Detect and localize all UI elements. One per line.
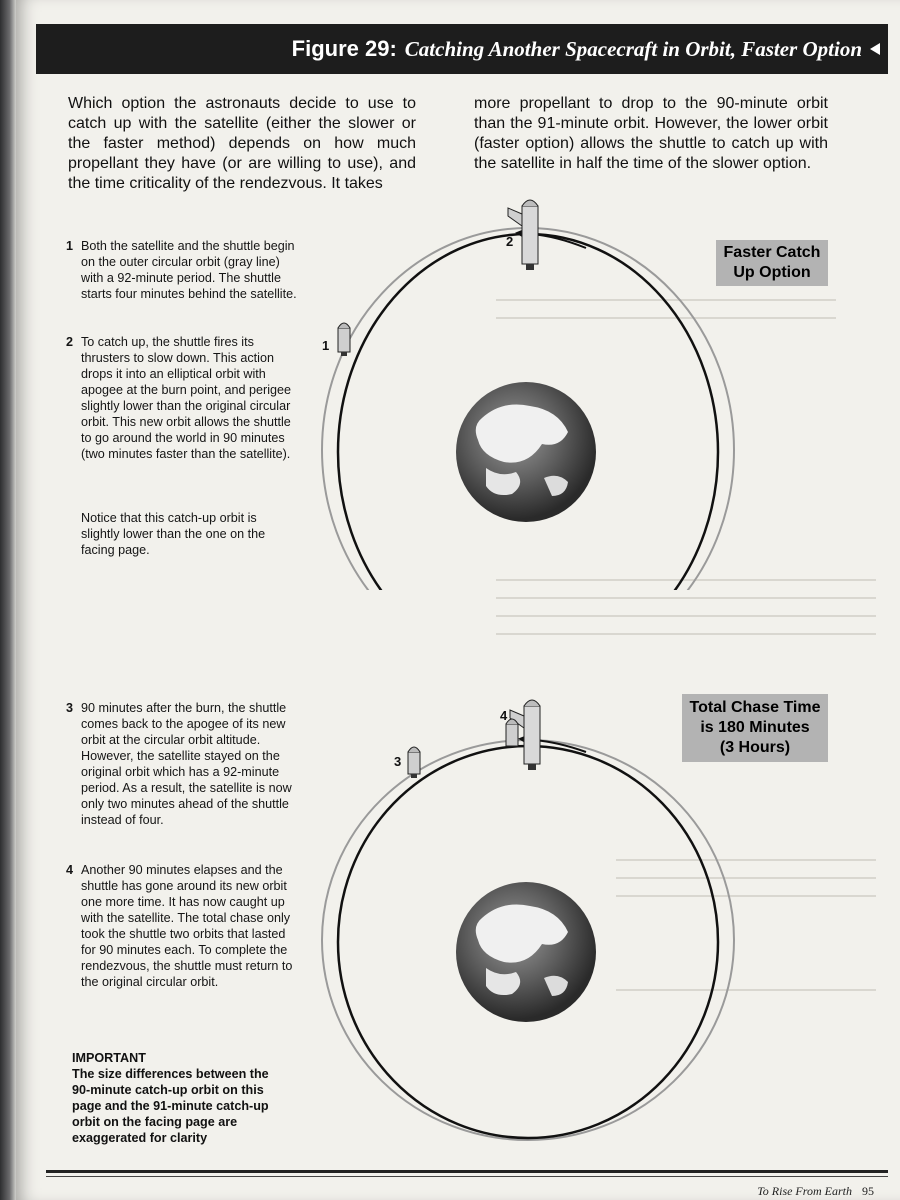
step-text: Both the satellite and the shuttle begin on the outer circular orbit (gray line) with a 92-minute period. The shuttle starts four minutes behind the satellite.	[81, 239, 297, 301]
step-4	[66, 862, 303, 990]
step-3	[66, 700, 303, 828]
orbit-diagram-top	[286, 190, 746, 590]
callout-line: Faster Catch	[723, 244, 821, 261]
step-number: 1	[66, 239, 74, 253]
book-spine-edge	[0, 0, 16, 1200]
step-2	[66, 334, 303, 462]
book-page	[16, 0, 900, 1200]
callout-line: (3 Hours)	[719, 739, 791, 756]
important-text: The size differences between the 90-minute catch-up orbit on this page and the 91-minute catch-up orbit on the facing page are exaggerated for clarity	[72, 1067, 269, 1145]
step-number: 4	[66, 863, 74, 877]
step-text: Another 90 minutes elapses and the shuttle has gone around its new orbit one more time. It has now caught up with the satellite. The total chase only took the shuttle two orbits that lasted for 90 minutes each. To complete the rendezvous, the shuttle must return to the original circular orbit.	[81, 863, 293, 989]
satellite-icon	[506, 719, 518, 746]
footer-rule	[46, 1170, 888, 1173]
satellite-label: 1	[322, 338, 330, 353]
important-note	[72, 1050, 290, 1146]
earth-globe-icon	[456, 882, 596, 1022]
figure-title: Catching Another Spacecraft in Orbit, Faster Option	[404, 36, 862, 61]
step-number: 3	[66, 701, 74, 715]
shuttle-label: 2	[506, 234, 514, 249]
footer-rule-thin	[46, 1176, 888, 1177]
satellite-icon	[408, 747, 420, 778]
callout-line: Total Chase Time	[689, 699, 821, 716]
figure-number: Figure 29:	[291, 36, 397, 61]
step-number: 2	[66, 335, 74, 349]
page-footer	[757, 1184, 874, 1199]
intro-paragraph-left: Which option the astronauts decide to use to catch up with the satellite (either the slower or the faster method) depends on how much propellant they have (or are willing to use), and the time criticality of the rendezvous. It takes	[68, 95, 416, 192]
step-1	[66, 238, 303, 302]
notice-text: Notice that this catch-up orbit is slightly lower than the one on the facing page.	[81, 511, 266, 557]
earth-globe-icon	[456, 382, 596, 522]
callout-line: Up Option	[733, 264, 811, 281]
figure-header-bar	[36, 24, 888, 74]
step-text: To catch up, the shuttle fires its thrusters to slow down. This action drops it into an elliptical orbit with apogee at the burn point, and perigee slightly lower than the original circular orbit. This new orbit allows the shuttle to go around the world in 90 minutes (two minutes faster than the satellite).	[81, 335, 292, 461]
callout-line: is 180 Minutes	[700, 719, 810, 736]
intro-paragraph-right: more propellant to drop to the 90-minute orbit than the 91-minute orbit. However, the lower orbit (faster option) allows the shuttle to catch up with the satellite in half the time of the slower option.	[474, 95, 828, 172]
satellite-icon	[338, 323, 350, 356]
step-text: 90 minutes after the burn, the shuttle comes back to the apogee of its new orbit at the circular orbit altitude. However, the satellite stayed on the original orbit which has a 92-minute period. As a result, the satellite is now only two minutes ahead of the shuttle instead of four.	[81, 701, 292, 827]
page-number: 95	[862, 1184, 874, 1198]
shuttle-label: 4	[500, 708, 508, 723]
book-title: To Rise From Earth	[757, 1184, 852, 1198]
important-heading: IMPORTANT	[72, 1051, 146, 1065]
satellite-label: 3	[394, 754, 402, 769]
triangle-pointer-icon	[870, 43, 880, 55]
orbit-diagram-bottom	[286, 690, 746, 1150]
